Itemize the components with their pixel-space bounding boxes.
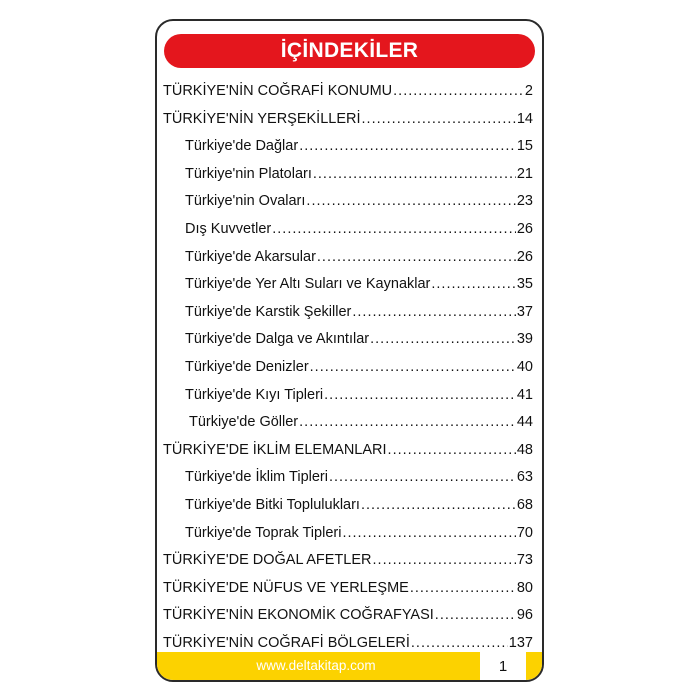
dot-leader [299, 414, 516, 430]
toc-entry-page: 2 [524, 83, 533, 99]
toc-entry-title: Türkiye'de Denizler [185, 358, 309, 375]
toc-entry-title: Türkiye'de Bitki Toplulukları [185, 496, 360, 513]
toc-entry[interactable] [163, 221, 533, 249]
page-title: İÇİNDEKİLER [280, 39, 419, 62]
toc-entry-title: TÜRKİYE'NİN EKONOMİK COĞRAFYASI [163, 607, 434, 624]
toc-entry-title: Türkiye'de Dalga ve Akıntılar [185, 331, 370, 348]
toc-entry[interactable] [163, 552, 533, 580]
toc-entry-page: 48 [516, 441, 533, 458]
toc-entry-title: TÜRKİYE'NİN COĞRAFİ BÖLGELERİ [163, 634, 410, 651]
toc-entry[interactable] [163, 331, 533, 359]
dot-leader [306, 193, 515, 209]
toc-entry[interactable] [163, 304, 533, 332]
toc-entry-page: 40 [516, 358, 533, 375]
toc-entry[interactable] [163, 193, 533, 221]
dot-leader [317, 249, 516, 265]
toc-entry-page: 37 [516, 303, 533, 320]
dot-leader [313, 166, 516, 182]
toc-header [164, 34, 535, 68]
toc-entry-title: TÜRKİYE'DE İKLİM ELEMANLARI [163, 441, 387, 458]
toc-entry[interactable] [163, 276, 533, 304]
toc-entry-title: TÜRKİYE'NİN COĞRAFİ KONUMU [163, 83, 393, 99]
dot-leader [352, 304, 516, 320]
dot-leader [370, 331, 516, 347]
toc-entry[interactable] [163, 359, 533, 387]
toc-entry[interactable] [163, 607, 533, 635]
toc-entry-page: 63 [516, 469, 533, 486]
toc-entry-title: Türkiye'de Dağlar [185, 138, 299, 155]
toc-entry-title: TÜRKİYE'NİN YERŞEKİLLERİ [163, 110, 361, 127]
toc-entry[interactable] [163, 138, 533, 166]
dot-leader [411, 635, 508, 651]
dot-leader [410, 580, 516, 596]
toc-entry-title: Türkiye'de Toprak Tipleri [185, 524, 342, 541]
toc-entry-title: TÜRKİYE'DE DOĞAL AFETLER [163, 552, 372, 569]
toc-entry-page: 73 [516, 552, 533, 569]
toc-entry[interactable] [163, 83, 533, 111]
toc-entry-title: Dış Kuvvetler [185, 220, 272, 237]
toc-entry[interactable] [163, 525, 533, 553]
dot-leader [310, 359, 516, 375]
toc-entry-page: 68 [516, 496, 533, 513]
toc-entry-title: Türkiye'de Göller [189, 414, 299, 431]
dot-leader [388, 442, 516, 458]
toc-entry-page: 41 [516, 386, 533, 403]
dot-leader [361, 497, 516, 513]
toc-entry-page: 23 [516, 193, 533, 210]
toc-entry[interactable] [163, 249, 533, 277]
toc-entry[interactable] [163, 111, 533, 139]
toc-entry-page: 70 [516, 524, 533, 541]
toc-entry-page: 44 [516, 414, 533, 431]
toc-entry-page: 14 [516, 110, 533, 127]
toc-entry-page: 15 [516, 138, 533, 155]
toc-entry-title: Türkiye'de İklim Tipleri [185, 469, 328, 486]
dot-leader [435, 607, 516, 623]
dot-leader [272, 221, 516, 237]
toc-entry-page: 39 [516, 331, 533, 348]
toc-entry-page: 26 [516, 248, 533, 265]
dot-leader [362, 111, 516, 127]
dot-leader [299, 138, 516, 154]
footer-bar [157, 652, 542, 680]
dot-leader [324, 387, 516, 403]
toc-entry-title: Türkiye'nin Platoları [185, 165, 312, 182]
toc-entry-title: Türkiye'nin Ovaları [185, 193, 306, 210]
toc-card [155, 19, 544, 682]
toc-entry[interactable] [163, 580, 533, 608]
toc-entry-title: Türkiye'de Kıyı Tipleri [185, 386, 324, 403]
toc-entry[interactable] [163, 497, 533, 525]
toc-entry-page: 35 [516, 276, 533, 293]
toc-entry-page: 26 [516, 220, 533, 237]
dot-leader [373, 552, 516, 568]
toc-entry-title: Türkiye'de Yer Altı Suları ve Kaynaklar [185, 276, 431, 293]
toc-entry-title: TÜRKİYE'DE NÜFUS VE YERLEŞME [163, 579, 409, 596]
toc-entry-title: Türkiye'de Akarsular [185, 248, 316, 265]
toc-list [163, 83, 533, 662]
dot-leader [393, 83, 524, 99]
toc-entry[interactable] [163, 414, 533, 442]
toc-entry[interactable] [163, 166, 533, 194]
toc-entry[interactable] [163, 387, 533, 415]
website-url[interactable]: www.deltakitap.com [256, 658, 376, 673]
dot-leader [431, 276, 515, 292]
toc-entry-page: 137 [508, 634, 533, 651]
page-number: 1 [480, 652, 526, 680]
toc-entry[interactable] [163, 442, 533, 470]
dot-leader [329, 469, 516, 485]
toc-entry-page: 96 [516, 607, 533, 624]
toc-entry-page: 21 [516, 165, 533, 182]
toc-entry-title: Türkiye'de Karstik Şekiller [185, 303, 352, 320]
toc-entry[interactable] [163, 469, 533, 497]
dot-leader [342, 525, 515, 541]
toc-entry-page: 80 [516, 579, 533, 596]
